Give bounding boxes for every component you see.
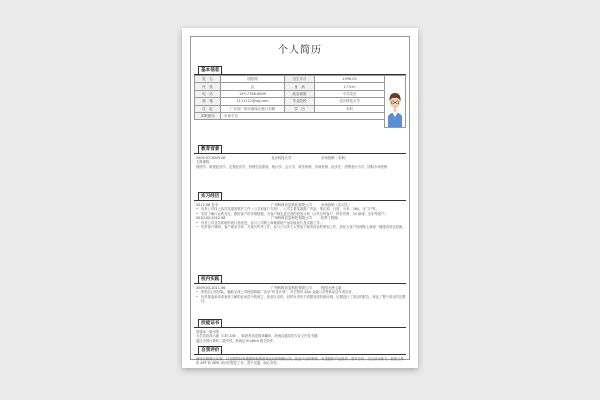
list-item: • 负责公司业务系统的设计及改进，参与公司网上商城系统产品功能设计及实施工作。 [196,221,406,226]
table-row [195,98,385,105]
section-header [194,192,406,201]
section-label-self: 自我评价 [198,346,222,355]
course-list: 管理学、微观经济学、宏观经济学、管理信息系统、统计学、会计学、财务管理、市场营销、经济法、消费者行为学、国际市场营销 [196,164,388,169]
work-role: 软件工程师 [321,216,338,221]
skill-line: 通过全国计算机二级考试，熟练运用 office 相关软件。 [196,338,277,343]
course-label: 主修课程： [196,160,213,164]
key-cell: 学 历 [285,105,315,112]
value-cell: 中共党员 [315,90,385,97]
list-item: • 负责公司线上线员渠道的维护工作（公共和客户方面），公司主要渠道推广内容，策汇源、百度、小米、360、百门户等。 [196,207,406,212]
table-row [195,90,385,97]
section-campus [194,275,406,315]
key-cell: 求职意向 [195,112,221,119]
avatar-illustration [385,76,405,127]
table-row [195,76,385,83]
key-cell: 邮 箱 [195,98,221,105]
education-date: 2005.07-2009.06 [196,155,226,160]
key-cell: 姓 名 [195,76,221,83]
key-cell: 毕业院校 [285,98,315,105]
section-header [194,319,406,328]
resume-page [182,28,418,368]
education-school: 北京科技大学 [271,155,292,160]
key-cell: 政治面貌 [285,90,315,97]
section-skills [194,319,406,345]
value-cell: 本科 [315,105,385,112]
section-header [194,66,406,75]
work-role: 市场营销（实习生） [321,202,352,207]
campus-org: 广州科科信息科技有限公司 [271,285,312,290]
value-cell: 159-7788-8899 [221,90,285,97]
value-cell: 1111111@qq.com [221,98,285,105]
skill-line: 普通话一级甲等 [196,329,220,334]
value-cell: 177cm [315,83,385,90]
section-education [194,145,406,189]
table-row [195,83,385,90]
table-row [195,105,385,112]
key-cell: 身 高 [285,83,315,90]
section-label-skills: 技能证书 [198,319,222,328]
value-cell: 市场专员 [221,112,385,119]
list-item: • 负责客户调研、客户需求分析、方案写作等工作，参与公司多个大型电子商务项目的策划工作，担任大客户经理网上商城一期建设项目经理。 [196,225,406,230]
section-label-campus: 校内实践 [198,275,222,284]
value-cell: 1996.05 [315,76,385,83]
section-basic-info [194,66,406,138]
section-work [194,192,406,272]
section-header [194,275,406,284]
key-cell: 民 族 [195,83,221,90]
value-cell: 广东省广州市海珠区港口东路 [221,105,285,112]
work-company: 广州科科信息科技有限公司 [271,216,312,221]
self-evaluation-text: 深谙互联网云从事，对互联网持有极强的敏感度和良好的理解认知，热爱产品的策划，有很强的产品规划、需求分析、交互设计能力，能独立承担 APP 和 WEB 项目的管控工作，善于沟通，耐心所作。 [196,356,404,366]
section-label-basic: 基本信息 [198,66,222,75]
key-cell: 住 址 [195,105,221,112]
work-date: 2010.03-2012.08 [196,216,226,221]
value-cell: 汉 [221,83,285,90]
section-label-work: 实习经历 [198,192,222,201]
work-company: 广州科科信息科技有限公司 [271,202,312,207]
section-label-education: 教育背景 [198,145,222,154]
key-cell: 电 话 [195,90,221,97]
list-item: • 负责挑选和培训表现了解的业场员中的独立，宿舍区宣传，同时负责有关话题宣传的和协调，后期进行了项目的报告。保证了整个项目的完整性。 [196,295,406,304]
value-cell: 北京科技大学 [315,98,385,105]
value-cell: 图拓网 [221,76,285,83]
skill-line: 大学英语四六级（CET-4/6），能熟悉英语简单翻译，熟练沟通英语专业文件及书籍； [196,334,321,339]
list-item: • 带领自己的团队，辅助完成公司校园的推广活动“快龙计划”，历史校内 ASA 金融公司赞助活动专项宣传， [196,290,406,295]
education-row [196,156,406,161]
education-major: 市场营销（本科） [321,155,349,160]
section-header [194,346,406,355]
list-item: • 实时了解行业的变化，跟踪客户的详细数据，为客户制定更完善的投放计划（合作过的客户，拼好货网、54 商城、京东等客户） [196,212,406,217]
basic-info-table [194,75,385,120]
section-self-evaluation [194,346,406,366]
section-header [194,145,406,154]
resume-title: 个人简历 [278,45,322,56]
table-row [195,112,385,119]
key-cell: 出生年月 [285,76,315,83]
work-date: 2012-08 至今 [196,202,219,207]
avatar [384,75,406,128]
campus-date: 2009.03-2011.06 [196,285,226,290]
campus-role: 校园大使主席 [321,285,342,290]
